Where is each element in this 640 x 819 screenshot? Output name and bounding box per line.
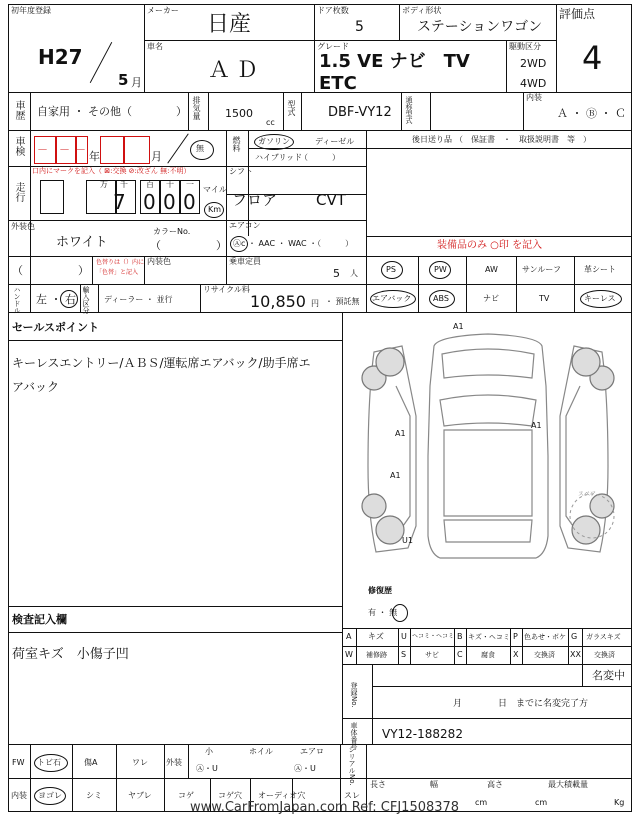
fw-tobiishi: トビ石 — [37, 758, 61, 767]
mileage-unit-juu: 十 — [166, 180, 174, 189]
history-close: ） — [176, 105, 187, 118]
damage-spare-label: スペア — [578, 491, 597, 498]
fw-tobiishi-circle — [34, 754, 68, 772]
legend-code-a: A — [346, 632, 352, 641]
equip-navi: ナビ — [483, 294, 499, 303]
common-model-label: 通称型式 — [405, 96, 413, 124]
first-reg-month-unit: 月 — [131, 76, 142, 89]
inspection-dash-2: － — [59, 143, 70, 156]
capacity-unit: 人 — [350, 269, 358, 278]
model-value: DBF-VY12 — [328, 105, 392, 120]
equip-ps: PS — [386, 265, 396, 274]
ext-small: 小 — [205, 747, 213, 756]
dim-weight: 最大積載量 — [548, 780, 588, 789]
legend-code-s: S — [401, 650, 407, 659]
legend-text-a: キズ — [368, 632, 384, 641]
legend-text-b: キズ・ヘコミ — [468, 633, 510, 641]
color-change-note-2: 「色替」と記入 — [96, 269, 139, 276]
color-no-label: カラーNo. — [153, 227, 191, 236]
steering-label: ハンドル — [13, 286, 21, 314]
car-top-outline — [428, 334, 548, 558]
capacity-value: 5 — [333, 267, 340, 280]
mileage-digit-box-0 — [40, 180, 64, 214]
aircon-ac-circle — [230, 236, 248, 252]
ext-wheel-vals: Ⓐ・U — [196, 764, 218, 773]
inspection-dash-1: － — [37, 143, 48, 156]
mileage-digit-hundred: 0 — [143, 190, 156, 214]
chassis-value: VY12-188282 — [382, 727, 463, 741]
dim-cm-1: cm — [475, 798, 488, 807]
fw-label: FW — [12, 758, 25, 767]
capacity-label: 乗車定員 — [229, 257, 261, 266]
equip-pw-circle — [429, 261, 451, 279]
equip-aw: AW — [485, 265, 498, 274]
int-dirt: ヨゴレ — [38, 791, 62, 800]
inspection-label: 車検 — [13, 136, 24, 156]
int-color-label: 内装色 — [147, 257, 171, 266]
shift-value-2: CVT — [316, 191, 346, 209]
doors-label: ドア枚数 — [317, 6, 349, 15]
dim-kg: Kg — [614, 798, 625, 807]
equip-airbag: エアバック — [372, 294, 412, 303]
int-bottom-label: 内装 — [11, 791, 27, 800]
inspection-none-circle — [190, 140, 214, 160]
wheel-sr — [376, 516, 404, 544]
mileage-digit-one: 0 — [183, 190, 196, 214]
legend-text-c: 腐食 — [481, 651, 495, 659]
legend-text-x: 交換済 — [534, 651, 555, 659]
drive-4wd: 4WD — [520, 77, 547, 90]
equip-abs-circle — [429, 290, 455, 308]
body-type-label: ボディ形状 — [402, 6, 442, 15]
car-top-windshield — [440, 395, 536, 426]
fuel-gas: ガソリン — [258, 137, 290, 146]
aircon-value: Ⓐc ・ AAC ・ WAC ・（ ） — [233, 239, 354, 248]
mileage-unit-hyaku: 百 — [146, 180, 154, 189]
car-left-windows — [396, 386, 410, 536]
equip-sunroof: サンルーフ — [522, 265, 561, 274]
interior-value: Ａ ・ Ⓑ ・ Ｃ — [557, 107, 626, 120]
recycle-unit: 円 — [311, 299, 319, 308]
grade-value-line1: 1.5 VE ナビ TV — [319, 51, 470, 72]
legend-text-xx: 交換済 — [594, 651, 615, 659]
damage-left-u: U1 — [402, 536, 413, 545]
legend-code-b: B — [457, 632, 463, 641]
score-label: 評価点 — [559, 7, 596, 21]
history-value: 自家用 ・ その他（ — [37, 105, 132, 118]
equip-title: 装備品のみ ○印 を記入 — [437, 240, 543, 251]
reg-date-text: 月 日 までに名変完了方 — [453, 699, 589, 709]
import-label: 輸入区分 — [82, 286, 90, 314]
damage-left-a: A1 — [395, 429, 406, 438]
repair-label: 修復歴 — [368, 586, 392, 595]
interior-label: 内装 — [526, 93, 542, 102]
mileage-km-unit: Km — [208, 205, 222, 214]
damage-right: A1 — [531, 421, 542, 430]
fuel-label: 燃料 — [232, 136, 241, 152]
inspection-dash-3: － — [75, 143, 86, 156]
car-top-roof — [444, 430, 532, 516]
equip-abs: ABS — [433, 294, 449, 303]
car-right-windows — [566, 386, 580, 536]
mileage-mile-unit: マイル — [203, 185, 227, 194]
mileage-unit-sen: 千 — [120, 180, 128, 189]
dim-width: 幅 — [430, 780, 438, 789]
fw-crack: ワレ — [132, 758, 148, 767]
equip-pw: PW — [434, 265, 447, 274]
successor-label: 後日送り品 — [412, 135, 452, 144]
equip-keyless-circle — [580, 290, 622, 308]
shift-label: シフト — [229, 167, 253, 176]
car-top-hood — [442, 349, 534, 378]
legend-code-c: C — [457, 650, 463, 659]
first-reg-month: 5 — [118, 71, 129, 89]
legend-text-w: 補修跡 — [366, 651, 387, 659]
mileage-unit-ichi: 一 — [186, 180, 194, 189]
ext-label: 外装 — [166, 758, 182, 767]
int-stain: シミ — [86, 791, 102, 800]
legend-code-x: X — [513, 650, 519, 659]
score-value: 4 — [582, 39, 603, 77]
reg-no-label: 登録No. — [350, 682, 358, 708]
int-tear: ヤブレ — [128, 791, 152, 800]
legend-text-u: ヘコミ・ヘコミ — [412, 633, 455, 640]
fuel-hybrid: ハイブリッド — [255, 153, 303, 162]
wheel-tf — [572, 348, 600, 376]
recycle-value: 10,850 — [250, 292, 306, 311]
equip-ps-circle — [381, 261, 403, 279]
wheel-lr — [362, 494, 386, 518]
inspection-year-unit: 年 — [89, 150, 100, 163]
drive-label: 駆動区分 — [509, 42, 541, 51]
watermark: www.CarFromJapan.com Ref: CFJ1508378 — [190, 800, 460, 815]
fuel-diesel: ディーゼル — [315, 137, 355, 146]
import-value: ディーラー ・ 並行 — [104, 295, 173, 304]
first-reg-era-year: H27 — [38, 45, 83, 69]
legend-code-xx: XX — [570, 650, 581, 659]
displacement-unit: cc — [266, 118, 275, 127]
model-label: 型式 — [287, 100, 296, 116]
grade-value-line2: ETC — [319, 73, 357, 94]
dim-height: 高さ — [487, 780, 503, 789]
int-burn-hole: コゲ穴 — [218, 791, 242, 800]
ext-wheel: ホイル — [249, 747, 273, 756]
fuel-gas-circle — [254, 134, 294, 150]
legend-code-p: P — [513, 632, 518, 641]
first-reg-label: 初年度登録 — [11, 6, 51, 15]
maker-label: メーカー — [147, 6, 179, 15]
sales-point-text-1: キーレスエントリー/ＡＢＳ/運転席エアバック/助手席エ — [12, 356, 311, 370]
legend-code-w: W — [345, 650, 353, 659]
legend-code-g: G — [571, 632, 578, 641]
car-top-rear-window — [444, 520, 532, 542]
recycle-deposit: ・ 預託無 — [325, 297, 360, 306]
exterior-label: 外装色 — [11, 222, 35, 231]
mileage-unit-man: 万 — [100, 180, 108, 189]
sales-point-label: セールスポイント — [12, 321, 100, 334]
doors-value: 5 — [355, 19, 364, 35]
car-name-label: 車名 — [147, 42, 163, 51]
serial-label: シリアルNo. — [348, 746, 356, 786]
legend-text-s: サビ — [425, 651, 439, 659]
steering-value: 左 ・ 右 — [36, 293, 76, 306]
body-type-value: ステーションワゴン — [417, 19, 543, 35]
damage-top: A1 — [453, 322, 464, 331]
equip-leather: 革シート — [584, 265, 616, 274]
int-burn: コゲ — [178, 791, 194, 800]
int-dirt-circle — [34, 787, 66, 805]
int-audio-hole: オーディオ穴 — [258, 791, 306, 800]
steering-right-circle — [60, 290, 78, 308]
mileage-digit-ten: 0 — [163, 190, 176, 214]
displacement-label: 排気量 — [192, 96, 201, 120]
reg-name-change: 名変中 — [592, 669, 625, 682]
inspection-month-unit: 月 — [151, 150, 162, 163]
chassis-label: 車体番号 — [350, 722, 358, 750]
car-name-value: ＡＤ — [208, 58, 265, 83]
legend-text-p: 色あせ・ボケ — [524, 633, 566, 641]
drive-2wd: 2WD — [520, 57, 547, 70]
equip-tv: TV — [539, 294, 550, 303]
displacement-value: 1500 — [225, 107, 253, 120]
mileage-digit-thousand: 7 — [113, 190, 126, 214]
repair-none-circle — [392, 604, 408, 622]
recycle-label: リサイクル料 — [203, 285, 250, 294]
wheel-tr — [572, 516, 600, 544]
color-change-note-1: 色替りは（）内に — [96, 259, 145, 266]
legend-code-u: U — [401, 632, 407, 641]
exterior-value: ホワイト — [56, 235, 108, 250]
shift-value-1: フロア — [232, 191, 278, 209]
equip-keyless: キーレス — [584, 294, 616, 303]
successor-text: （ 保証書 ・ 取扱説明書 等 ） — [455, 135, 591, 144]
ext-aero: エアロ — [300, 747, 324, 756]
mileage-km-circle — [204, 202, 224, 218]
int-scuff: スレ — [344, 791, 360, 800]
legend-text-g: ガラスキズ — [586, 633, 621, 641]
inspector-text: 荷室キズ 小傷子凹 — [12, 647, 129, 662]
sales-point-text-2: アバック — [12, 380, 60, 394]
damage-left-b: A1 — [390, 471, 401, 480]
equip-airbag-circle — [370, 290, 416, 308]
dim-length: 長さ — [370, 780, 386, 789]
mileage-note: 口内にマークを記入（ ⊠:交換 ⊘:改ざん 無:不明） — [32, 167, 191, 175]
history-label: 車歴 — [13, 100, 24, 120]
wheel-sf — [376, 348, 404, 376]
color-no-value: （ ） — [150, 239, 227, 252]
grade-label: グレード — [317, 42, 349, 51]
aircon-label: エアコン — [229, 221, 261, 230]
ext-aero-vals: Ⓐ・U — [294, 764, 316, 773]
fw-scratch: 傷A — [84, 758, 98, 767]
maker-value: 日産 — [207, 12, 252, 37]
color-change-value: （ ） — [12, 264, 89, 277]
inspection-none: 無 — [196, 144, 204, 153]
repair-value: 有 ・ 無 — [368, 608, 398, 617]
fuel-paren: （ ） — [300, 153, 340, 162]
dim-cm-2: cm — [535, 798, 548, 807]
inspector-label: 検査記入欄 — [12, 613, 67, 626]
car-damage-diagram — [346, 316, 630, 606]
mileage-label: 走行 — [13, 182, 24, 202]
